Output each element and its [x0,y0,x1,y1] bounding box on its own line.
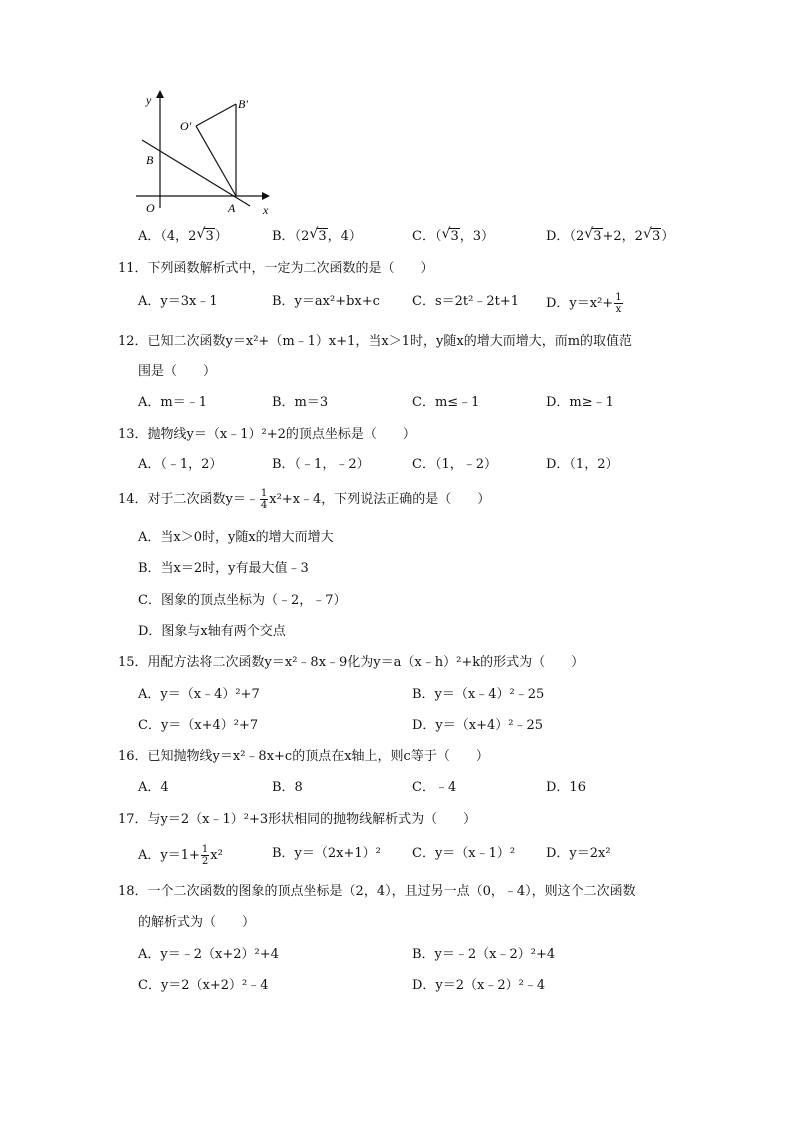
radicand: 3 [450,229,459,244]
q17-option-c[interactable]: C．y＝（x﹣1）² [412,846,516,861]
denominator: 4 [260,500,268,511]
q17-stem: 17．与y＝2（x﹣1）²+3形状相同的抛物线解析式为（ ） [118,812,477,827]
radicand: 3 [205,229,214,244]
label-y: y [146,93,152,107]
option-letter: B． [272,229,295,244]
q15-option-d[interactable]: D．y＝（x+4）²﹣25 [412,718,544,733]
q15-option-b[interactable]: B．y＝（x﹣4）²﹣25 [412,687,545,702]
q16-option-c[interactable]: C．﹣4 [412,780,457,795]
label-b-prime: B′ [238,97,248,111]
option-text: ，3） [459,229,495,244]
fraction [260,488,268,511]
option-text: A．y＝1+ [138,848,200,863]
sqrt-symbol: √ 3 [196,226,214,244]
option-text: （ [434,229,442,244]
label-a: A [228,201,236,215]
figure-svg [128,88,288,218]
q14-option-d[interactable]: D．图象与x轴有两个交点 [138,624,286,639]
q13-stem: 13．抛物线y＝（x﹣1）²+2的顶点坐标是（ ） [118,427,416,442]
numerator: 1 [201,844,209,855]
numerator: 1 [615,292,622,303]
q11-option-b[interactable]: B．y＝ax²+bx+c [272,294,380,309]
q12-stem-line1: 12．已知二次函数y＝x²+（m﹣1）x+1，当x＞1时，y随x的增大而增大，而m的取值范 [118,334,633,349]
stem-text: 14．对于二次函数y＝﹣ [118,492,259,507]
q15-option-a[interactable]: A．y＝（x﹣4）²+7 [138,687,260,702]
q11-option-a[interactable]: A．y＝3x﹣1 [138,294,218,309]
q15-option-c[interactable]: C．y＝（x+4）²+7 [138,718,259,733]
label-b: B [146,153,154,167]
q12-option-c[interactable]: C．m≤﹣1 [412,395,480,410]
q10-option-d[interactable] [546,227,674,247]
coordinate-figure [128,88,288,218]
radicand: 3 [318,229,327,244]
option-text: ） [661,229,675,244]
option-text: ） [214,229,228,244]
q14-stem [118,488,490,511]
denominator: x [615,304,622,315]
option-text: ，4） [327,229,362,244]
q18-stem-line1: 18．一个二次函数的图象的顶点坐标是（2，4），且过另一点（0，﹣4），则这个二次函数 [118,884,636,899]
q18-option-b[interactable]: B．y＝﹣2（x﹣2）²+4 [412,947,556,962]
q18-option-a[interactable]: A．y＝﹣2（x+2）²+4 [138,947,279,962]
fraction [201,844,209,867]
q16-option-d[interactable]: D．16 [546,780,586,795]
q14-option-a[interactable]: A．当x＞0时，y随x的增大而增大 [138,530,334,545]
label-x: x [263,203,269,217]
radicand: 3 [593,229,602,244]
q14-option-c[interactable]: C．图象的顶点坐标为（﹣2，﹣7） [138,593,347,608]
q11-option-c[interactable]: C．s＝2t²﹣2t+1 [412,294,519,309]
sqrt-symbol: √ 3 [642,226,661,244]
q12-option-d[interactable]: D．m≥﹣1 [546,395,614,410]
x-axis-arrow [262,192,270,200]
label-o-prime: O′ [180,119,192,133]
q12-option-a[interactable]: A．m＝﹣1 [138,395,207,410]
q15-stem: 15．用配方法将二次函数y＝x²﹣8x﹣9化为y＝a（x﹣h）²+k的形式为（ ） [118,655,585,670]
label-o: O [146,201,155,215]
q13-option-b[interactable]: B．（﹣1，﹣2） [272,457,370,472]
q11-option-d[interactable] [546,292,624,315]
fraction [614,292,622,315]
option-letter: A． [138,229,161,244]
q17-option-a[interactable] [138,844,223,867]
segment-oprime-bprime [196,104,236,126]
q10-option-c[interactable] [412,227,494,247]
q16-option-b[interactable]: B．8 [272,780,303,795]
q13-option-d[interactable]: D．（1，2） [546,457,619,472]
q13-option-a[interactable]: A．（﹣1，2） [138,457,223,472]
numerator: 1 [260,488,268,499]
q18-stem-line2: 的解析式为（ ） [138,915,256,930]
y-axis-arrow [156,90,164,98]
option-letter: C． [412,229,435,244]
option-text: +2，2 [602,229,643,244]
option-letter: D． [546,229,570,244]
denominator: 2 [201,856,209,867]
option-text: （2 [569,229,585,244]
q18-option-c[interactable]: C．y＝2（x+2）²﹣4 [138,978,269,993]
q17-option-b[interactable]: B．y＝（2x+1）² [272,846,381,861]
option-text: x² [210,848,223,863]
q16-option-a[interactable]: A．4 [138,780,169,795]
sqrt-symbol: √ 3 [309,226,327,244]
q17-option-d[interactable]: D．y＝2x² [546,846,611,861]
option-text: （4，2 [160,229,197,244]
q10-option-b[interactable] [272,227,362,247]
option-text: （2 [294,229,310,244]
option-text: D．y＝x²+ [546,296,614,311]
q13-option-c[interactable]: C．（1，﹣2） [412,457,497,472]
q10-option-a[interactable] [138,227,228,247]
q18-option-d[interactable]: D．y＝2（x﹣2）²﹣4 [412,978,546,993]
q14-option-b[interactable]: B．当x＝2时，y有最大值﹣3 [138,561,309,576]
sqrt-symbol: √ 3 [584,226,602,244]
q16-stem: 16．已知抛物线y＝x²﹣8x+c的顶点在x轴上，则c等于（ ） [118,749,489,764]
sqrt-symbol: √ 3 [441,226,459,244]
radicand: 3 [651,229,661,244]
stem-text: x²+x﹣4，下列说法正确的是（ ） [269,492,491,507]
q12-option-b[interactable]: B．m＝3 [272,395,329,410]
q12-stem-line2: 围是（ ） [138,364,217,379]
q11-stem: 11．下列函数解析式中，一定为二次函数的是（ ） [118,261,434,276]
